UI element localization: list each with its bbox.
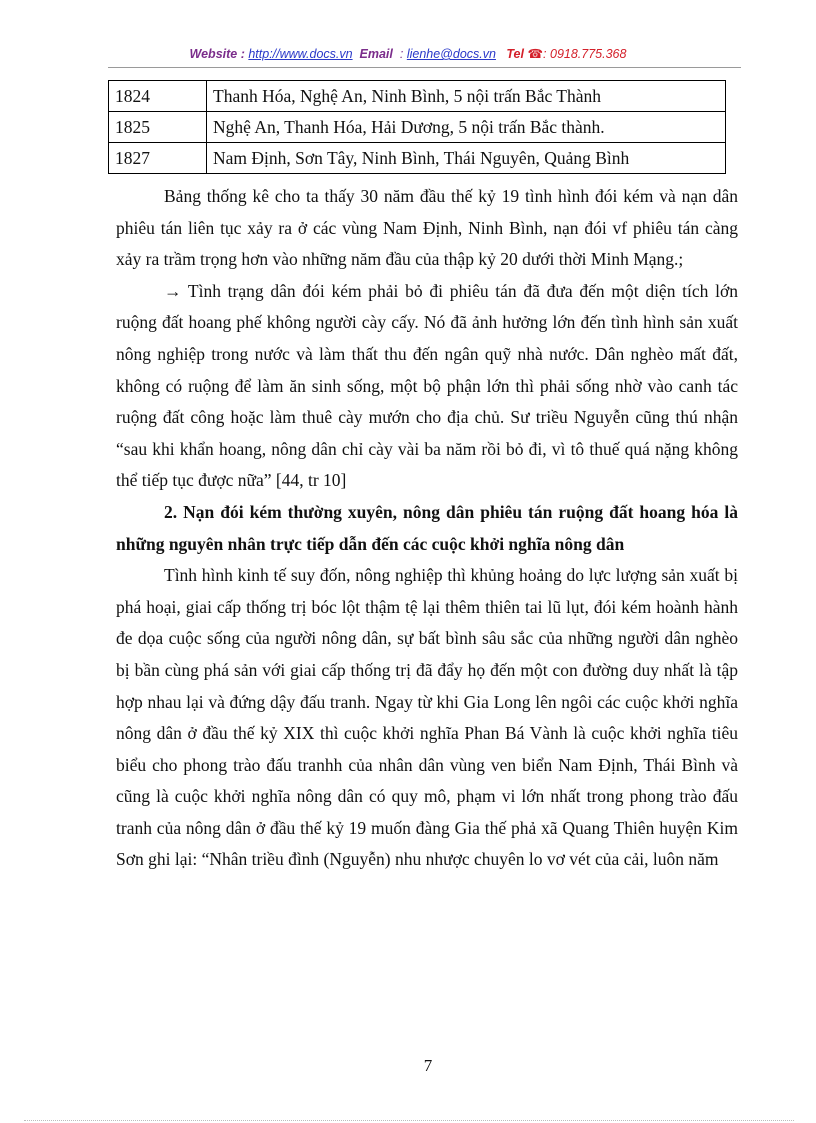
year-cell: 1824: [109, 81, 207, 112]
paragraph-consequences-text: Tình trạng dân đói kém phải bỏ đi phiêu tán đã đưa đến một diện tích lớn ruộng đất hoang phế không người cày cấy. Nó đã ảnh hưởng lớn đến tình hình sản xuất nông nghiệp trong nước và làm thất thu đến ngân quỹ nhà nước. Dân nghèo mất đất, không có ruộng để làm ăn sinh sống, một bộ phận lớn thì phải sống nhờ vào canh tác ruộng đất công hoặc làm thuê cày mướn cho địa chủ. Sư triều Nguyễn cũng thú nhận “sau khi khẩn hoang, nông dân chỉ cày vài ba năm rồi bỏ đi, vì tô thuế quá nặng không thể tiếp tục được nữa” [44, tr 10]: [116, 280, 738, 491]
paragraph-statistics: Bảng thống kê cho ta thấy 30 năm đầu thế kỷ 19 tình hình đói kém và nạn dân phiêu tán liên tục xảy ra ở các vùng Nam Định, Ninh Bình, nạn đói vf phiêu tán càng xảy ra trầm trọng hơn vào những năm đầu của thập kỷ 20 dưới thời Minh Mạng.;: [116, 186, 738, 270]
footer-divider: [24, 1120, 794, 1121]
header-divider: [108, 67, 741, 68]
website-link[interactable]: http://www.docs.vn: [248, 47, 353, 61]
paragraph-causes: Tình hình kinh tế suy đốn, nông nghiệp thì khủng hoảng do lực lượng sản xuất bị phá hoại, giai cấp thống trị bóc lột thậm tệ lại thêm thiên tai lũ lụt, đói kém hoành hành đe dọa cuộc sống của người nông dân, sự bất bình sâu sắc của những người dân nghèo bị bần cùng phá sản với giai cấp thống trị đã đẩy họ đến một con đường duy nhất là tập hợp nhau lại và đứng dậy đấu tranh. Ngay từ khi Gia Long lên ngôi các cuộc khởi nghĩa nông dân ở đầu thế kỷ XIX thì cuộc khởi nghĩa Phan Bá Vành là cuộc khởi nghĩa tiêu biểu cho phong trào đấu tranhh của nhân dân vùng ven biển Nam Định, Thái Bình và cũng là cuộc khởi nghĩa nông dân có quy mô, phạm vi lớn nhất trong phong trào đấu tranh của nông dân ở đầu thế kỷ 19 muốn đàng Gia thế phả xã Quang Thiên huyện Kim Sơn ghi lại: “Nhân triều đình (Nguyễn) nhu nhược chuyên lo vơ vét của cải, luôn năm: [116, 565, 738, 870]
table-row: [109, 143, 726, 174]
table-row: [109, 81, 726, 112]
places-cell: Thanh Hóa, Nghệ An, Ninh Bình, 5 nội trấn Bắc Thành: [207, 81, 726, 112]
page-number: 7: [423, 1056, 433, 1075]
email-link[interactable]: lienhe@docs.vn: [406, 47, 496, 61]
paragraph-consequences: [116, 276, 738, 497]
arrow-icon: →: [164, 280, 182, 301]
famine-table: [108, 80, 726, 174]
document-body: [116, 181, 738, 876]
table-row: [109, 112, 726, 143]
tel-number: : 0918.775.368: [543, 47, 627, 61]
year-cell: 1827: [109, 143, 207, 174]
phone-icon: ☎: [527, 47, 544, 61]
section-heading: 2. Nạn đói kém thường xuyên, nông dân phiêu tán ruộng đất hoang hóa là những nguyên nhân trực tiếp dẫn đến các cuộc khởi nghĩa nông dân: [116, 501, 738, 554]
email-label: Email: [359, 47, 393, 61]
year-cell: 1825: [109, 112, 207, 143]
places-cell: Nghệ An, Thanh Hóa, Hải Dương, 5 nội trấn Bắc thành.: [207, 112, 726, 143]
page-header: [0, 46, 816, 61]
places-cell: Nam Định, Sơn Tây, Ninh Bình, Thái Nguyên, Quảng Bình: [207, 143, 726, 174]
tel-label: Tel: [506, 47, 524, 61]
email-separator: :: [399, 47, 404, 61]
website-label: Website :: [189, 47, 245, 61]
